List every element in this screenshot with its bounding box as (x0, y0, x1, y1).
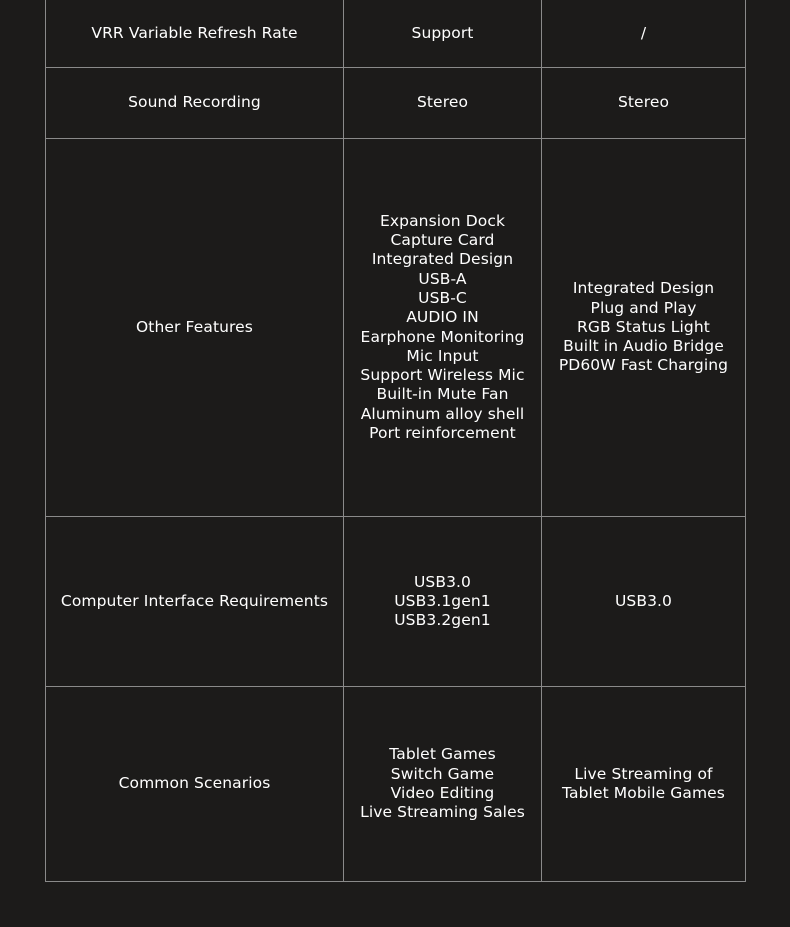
cell-line: USB3.0 (413, 572, 472, 591)
cell-line: USB-A (418, 269, 467, 288)
cell-line: Integrated Design (572, 279, 715, 298)
cell-line: Plug and Play (590, 298, 697, 317)
feature-cell: Computer Interface Requirements (46, 517, 344, 687)
model-b-cell (542, 687, 746, 882)
model-a-cell (344, 68, 542, 139)
cell-line: Expansion Dock (379, 211, 506, 230)
model-a-cell (344, 139, 542, 517)
cell-line: Aluminum alloy shell (360, 404, 525, 423)
table-row-computer-interface (46, 517, 746, 687)
cell-line: USB-C (418, 288, 467, 307)
cell-line: USB3.1gen1 (394, 591, 491, 610)
cell-line: Tablet Games (389, 745, 496, 764)
model-b-cell (542, 0, 746, 68)
model-a-cell (344, 517, 542, 687)
cell-line: Integrated Design (371, 250, 514, 269)
cell-line: Support Wireless Mic (360, 366, 525, 385)
cell-line: PD60W Fast Charging (558, 356, 729, 375)
cell-line: Built-in Mute Fan (376, 385, 509, 404)
cell-line: Live Streaming of (574, 764, 713, 783)
cell-line: Built in Audio Bridge (563, 337, 724, 356)
feature-cell: VRR Variable Refresh Rate (46, 0, 344, 68)
model-a-cell (344, 687, 542, 882)
cell-line: Video Editing (390, 784, 495, 802)
table-row-sound-recording (46, 68, 746, 139)
cell-line: Live Streaming Sales (360, 803, 525, 822)
cell-line: Mic Input (406, 346, 479, 365)
cell-line: Capture Card (390, 231, 495, 250)
cell-line: USB3.2gen1 (394, 611, 491, 630)
cell-line: / (640, 23, 647, 42)
table-row-common-scenarios (46, 687, 746, 882)
model-b-cell (542, 517, 746, 687)
feature-cell: Other Features (46, 139, 344, 517)
model-a-cell (344, 0, 542, 68)
spec-comparison-table (45, 0, 746, 882)
cell-line: Stereo (416, 93, 469, 112)
cell-line: Port reinforcement (369, 423, 516, 442)
cell-line: Switch Game (390, 764, 495, 783)
feature-cell: Common Scenarios (46, 687, 344, 882)
model-b-cell (542, 68, 746, 139)
cell-line: Stereo (617, 93, 670, 112)
cell-line: RGB Status Light (577, 317, 710, 336)
cell-line: Support (411, 23, 474, 42)
table-row-vrr (46, 0, 746, 68)
cell-line: Earphone Monitoring (360, 327, 525, 346)
feature-cell: Sound Recording (46, 68, 344, 139)
table-row-other-features (46, 139, 746, 517)
cell-line: Tablet Mobile Games (562, 784, 725, 802)
cell-line: AUDIO IN (406, 308, 479, 327)
model-b-cell (542, 139, 746, 517)
cell-line: USB3.0 (614, 591, 673, 610)
